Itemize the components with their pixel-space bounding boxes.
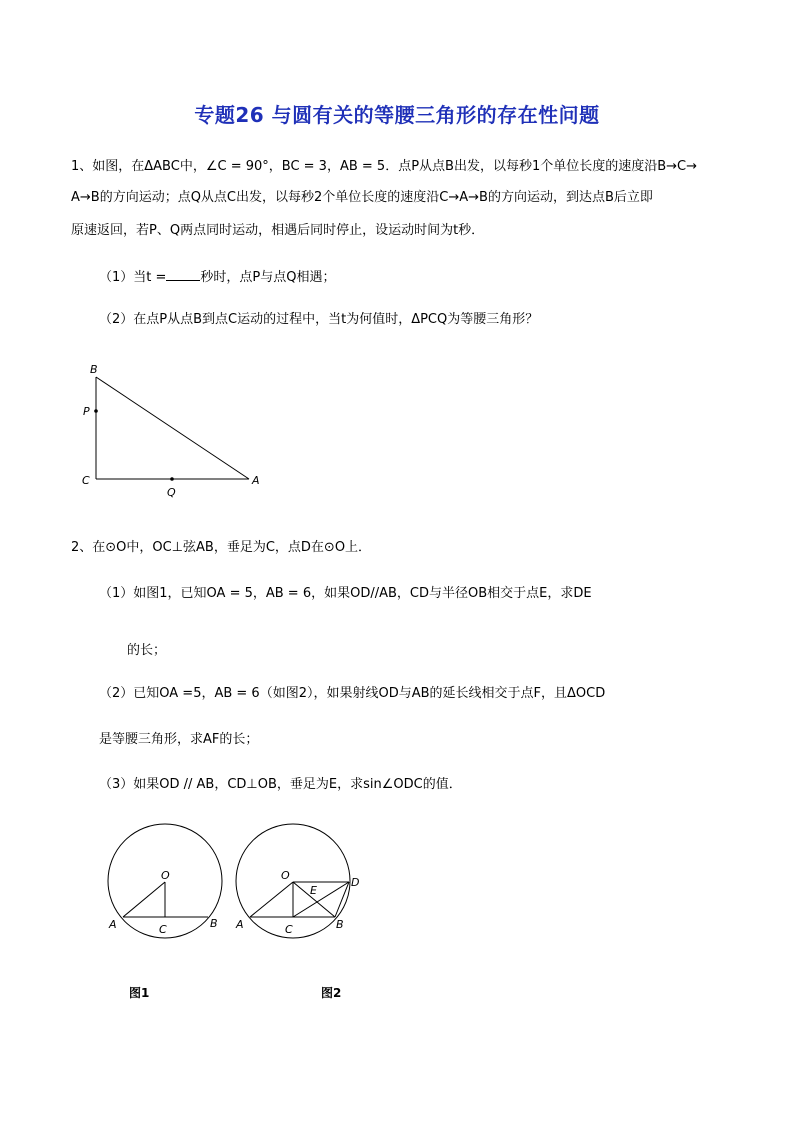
label-c: C [82, 474, 90, 487]
fig1-label-c: C [159, 923, 167, 936]
label-q: Q [167, 486, 176, 499]
q2-sub1a: （1）如图1，已知OA = 5，AB = 6，如果OD//AB，CD与半径OB相交于点E，求DE [99, 586, 592, 601]
point-p [94, 409, 98, 413]
q2-sub2a: （2）已知OA =5，AB = 6（如图2），如果射线OD与AB的延长线相交于点F，且ΔOCD [99, 686, 606, 701]
point-q [170, 477, 174, 481]
label-a: A [252, 474, 260, 487]
label-p: P [83, 405, 90, 418]
fig2-label-d: D [351, 876, 360, 889]
circle-o-2 [236, 824, 350, 938]
triangle-figure [96, 377, 249, 479]
q1-line2: A→B的方向运动；点Q从点C出发，以每秒2个单位长度的速度沿C→A→B的方向运动，到达点B后立即 [71, 190, 653, 205]
fig1-label-a: A [109, 918, 117, 931]
circle-figure-2 [236, 824, 350, 938]
fig2-label-b: B [336, 918, 344, 931]
q1-line3: 原速返回，若P、Q两点同时运动，相遇后同时停止，设运动时间为t秒． [71, 223, 485, 238]
q1-line1: 1、如图，在ΔABC中，∠C = 90°，BC = 3，AB = 5．点P从点B出发，以每秒1个单位长度的速度沿B→C→ [71, 159, 697, 174]
q2-sub2b: 是等腰三角形，求AF的长； [99, 732, 259, 747]
label-b: B [90, 363, 98, 376]
radius-oa-1 [123, 882, 165, 917]
figure-1-caption: 图1 [129, 986, 150, 1000]
fig1-label-o: O [161, 869, 170, 882]
fig2-label-c: C [285, 923, 293, 936]
figure-2-caption: 图2 [321, 986, 342, 1000]
radius-oa-2 [250, 882, 293, 917]
q1-sub2: （2）在点P从点B到点C运动的过程中，当t为何值时，ΔPCQ为等腰三角形？ [99, 312, 539, 327]
side-ab [96, 377, 249, 479]
page-title: 专题26 与圆有关的等腰三角形的存在性问题 [194, 103, 600, 127]
fig1-label-b: B [210, 917, 218, 930]
q1-sub1-suffix: 秒时，点P与点Q相遇； [200, 270, 336, 285]
fig2-label-e: E [310, 884, 317, 897]
q2-sub1b: 的长； [127, 643, 167, 658]
fig2-label-a: A [236, 918, 244, 931]
q2-sub3: （3）如果OD // AB，CD⊥OB，垂足为E，求sin∠ODC的值． [99, 777, 462, 792]
fig2-label-o: O [281, 869, 290, 882]
q1-sub1-prefix: （1）当t = [99, 270, 167, 285]
q2-line1: 2、在⊙O中，OC⊥弦AB，垂足为C，点D在⊙O上． [71, 540, 372, 555]
